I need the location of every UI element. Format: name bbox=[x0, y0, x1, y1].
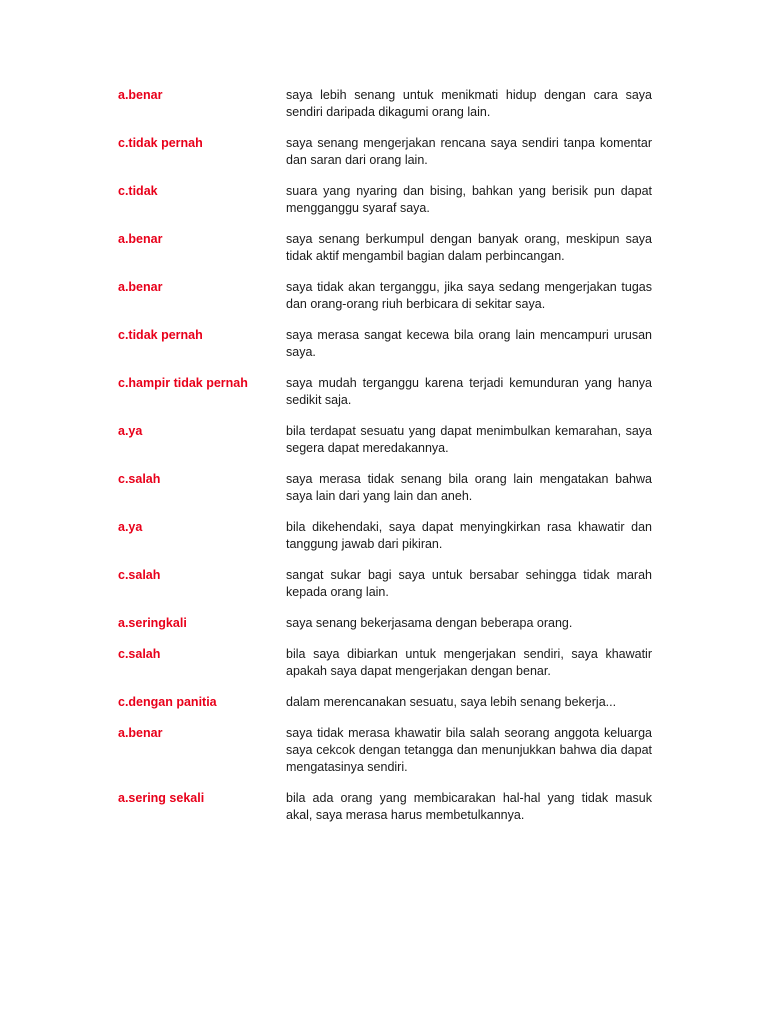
answer-label: c.salah bbox=[118, 647, 161, 661]
answer-label: a.sering sekali bbox=[118, 791, 205, 805]
statement-text: saya senang mengerjakan rencana saya sendiri tanpa komentar dan saran dari orang lain. bbox=[286, 136, 652, 167]
answer-label: c.tidak pernah bbox=[118, 136, 203, 150]
list-item bbox=[118, 471, 652, 505]
list-item bbox=[118, 725, 652, 776]
list-item bbox=[118, 87, 652, 121]
statement-text: bila saya dibiarkan untuk mengerjakan sendiri, saya khawatir apakah saya dapat mengerjakan dengan benar. bbox=[286, 647, 652, 678]
answer-label: a.benar bbox=[118, 88, 163, 102]
statement-text: bila dikehendaki, saya dapat menyingkirkan rasa khawatir dan tanggung jawab dari pikiran. bbox=[286, 520, 652, 551]
list-item bbox=[118, 135, 652, 169]
answer-label: a.ya bbox=[118, 520, 143, 534]
list-item bbox=[118, 790, 652, 824]
list-item bbox=[118, 519, 652, 553]
statement-text: saya tidak merasa khawatir bila salah seorang anggota keluarga saya cekcok dengan tetangga dan menunjukkan bahwa dia dapat mengatasinya sendiri. bbox=[286, 726, 652, 774]
answer-label: a.benar bbox=[118, 280, 163, 294]
statement-text: saya tidak akan terganggu, jika saya sedang mengerjakan tugas dan orang-orang riuh berbicara di sekitar saya. bbox=[286, 280, 652, 311]
answer-label: c.hampir tidak pernah bbox=[118, 376, 248, 390]
answer-label: c.tidak bbox=[118, 184, 158, 198]
list-item bbox=[118, 231, 652, 265]
answer-label: c.tidak pernah bbox=[118, 328, 203, 342]
statement-text: suara yang nyaring dan bising, bahkan yang berisik pun dapat mengganggu syaraf saya. bbox=[286, 184, 652, 215]
list-item bbox=[118, 327, 652, 361]
list-item bbox=[118, 694, 652, 711]
statement-text: saya merasa sangat kecewa bila orang lain mencampuri urusan saya. bbox=[286, 328, 652, 359]
answer-label: a.benar bbox=[118, 726, 163, 740]
list-item bbox=[118, 183, 652, 217]
list-item bbox=[118, 279, 652, 313]
list-item bbox=[118, 646, 652, 680]
statement-text: sangat sukar bagi saya untuk bersabar sehingga tidak marah kepada orang lain. bbox=[286, 568, 652, 599]
list-item bbox=[118, 423, 652, 457]
answer-label: c.dengan panitia bbox=[118, 695, 217, 709]
answer-label: a.seringkali bbox=[118, 616, 187, 630]
list-item bbox=[118, 615, 652, 632]
statement-text: saya mudah terganggu karena terjadi kemunduran yang hanya sedikit saja. bbox=[286, 376, 652, 407]
answer-label: a.benar bbox=[118, 232, 163, 246]
statement-text: bila terdapat sesuatu yang dapat menimbulkan kemarahan, saya segera dapat meredakannya. bbox=[286, 424, 652, 455]
answer-label: c.salah bbox=[118, 568, 161, 582]
statement-text: saya senang berkumpul dengan banyak orang, meskipun saya tidak aktif mengambil bagian dalam perbincangan. bbox=[286, 232, 652, 263]
answer-label: a.ya bbox=[118, 424, 143, 438]
statement-text: saya lebih senang untuk menikmati hidup dengan cara saya sendiri daripada dikagumi orang lain. bbox=[286, 88, 652, 119]
answer-label: c.salah bbox=[118, 472, 161, 486]
statement-text: bila ada orang yang membicarakan hal-hal yang tidak masuk akal, saya merasa harus membetulkannya. bbox=[286, 791, 652, 822]
statement-text: saya merasa tidak senang bila orang lain mengatakan bahwa saya lain dari yang lain dan aneh. bbox=[286, 472, 652, 503]
list-item bbox=[118, 567, 652, 601]
statement-text: dalam merencanakan sesuatu, saya lebih senang bekerja... bbox=[286, 695, 617, 709]
answer-list bbox=[118, 87, 652, 838]
statement-text: saya senang bekerjasama dengan beberapa orang. bbox=[286, 616, 573, 630]
list-item bbox=[118, 375, 652, 409]
